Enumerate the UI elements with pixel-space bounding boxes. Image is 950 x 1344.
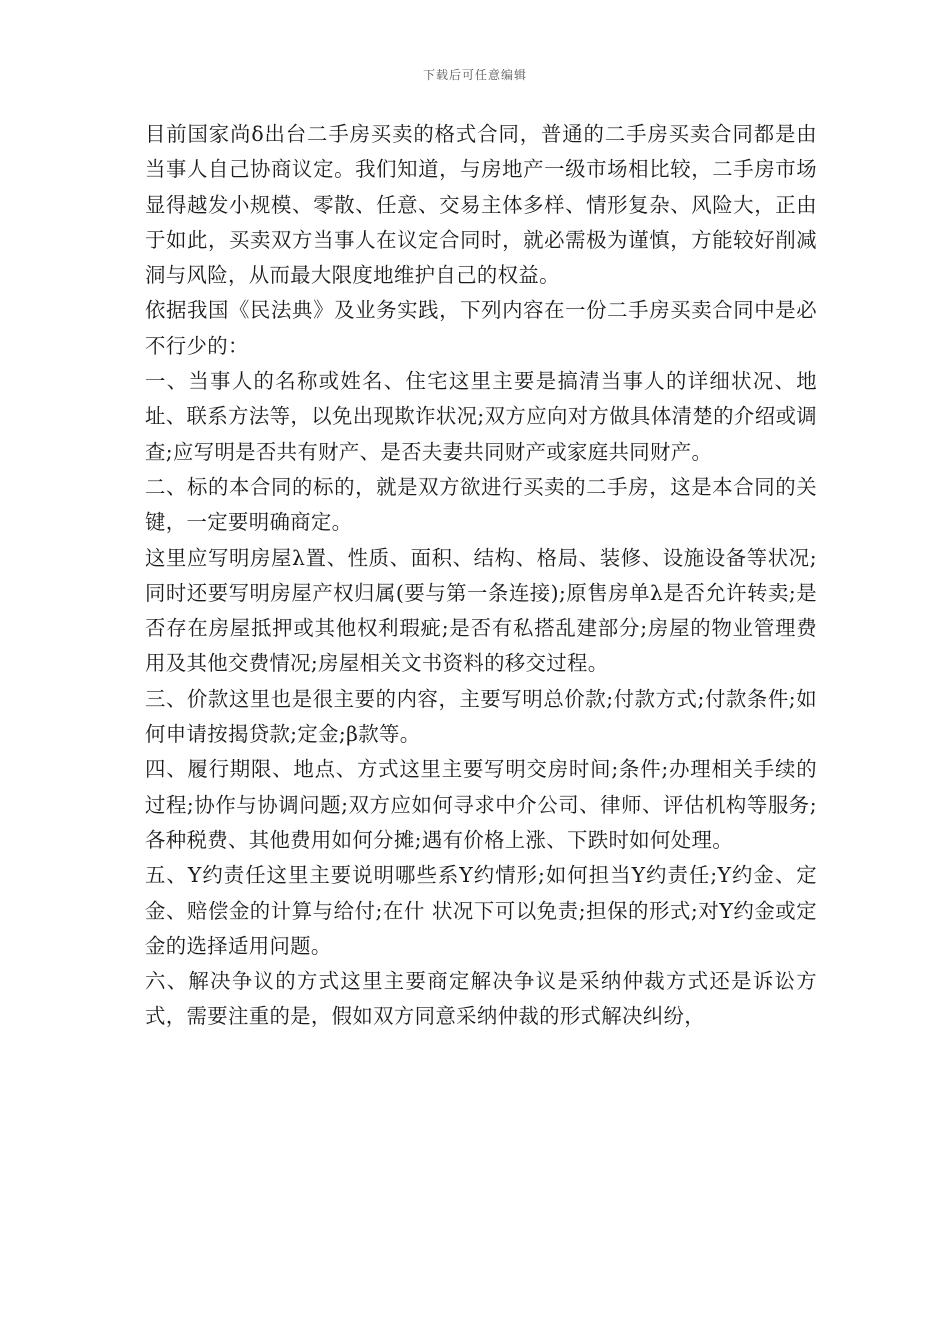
paragraph-item-2-details: 这里应写明房屋λ置、性质、面积、结构、格局、装修、设施设备等状况;同时还要写明房屋产权归属(要与第一条连接);原售房单λ是否允许转卖;是否存在房屋抵押或其他权利瑕疵;是否有私搭乱建部分;房屋的物业管理费用及其他交费情况;房屋相关文书资料的移交过程。 xyxy=(145,545,817,676)
page-header: 下载后可任意编辑 xyxy=(422,68,527,82)
paragraph-item-2-subject: 二、标的本合同的标的，就是双方欲进行买卖的二手房，这是本合同的关键，一定要明确商定。 xyxy=(145,474,817,535)
paragraph-item-6-disputes: 六、解决争议的方式这里主要商定解决争议是采纳仲裁方式还是诉讼方式，需要注重的是，假如双方同意采纳仲裁的形式解决纠纷， xyxy=(145,969,817,1029)
paragraph-item-3-price: 三、价款这里也是很主要的内容，主要写明总价款;付款方式;付款条件;如何申请按揭贷款;定金;β款等。 xyxy=(145,686,817,747)
paragraph-intro: 目前国家尚δ出台二手房买卖的格式合同，普通的二手房买卖合同都是由当事人自己协商议定。我们知道，与房地产一级市场相比较，二手房市场显得越发小规模、零散、任意、交易主体多样、情形复杂、风险大，正由于如此，买卖双方当事人在议定合同时，就必需极为谨慎，方能较好削减 洞与风险，从而最大限度地维护自己的权益。 xyxy=(145,122,817,288)
paragraph-item-5-liability: 五、Y约责任这里主要说明哪些系Y约情形;如何担当Y约责任;Y约金、定金、赔偿金的计算与给付;在什 状况下可以免责;担保的形式;对Y约金或定金的选择适用问题。 xyxy=(145,863,817,958)
paragraph-item-1-parties: 一、当事人的名称或姓名、住宅这里主要是搞清当事人的详细状况、地址、联系方法等，以免出现欺诈状况;双方应向对方做具体清楚的介绍或调查;应写明是否共有财产、是否夫妻共同财产或家庭共同财产。 xyxy=(145,369,817,464)
paragraph-basis: 依据我国《民法典》及业务实践，下列内容在一份二手房买卖合同中是必不行少的： xyxy=(145,298,817,358)
paragraph-item-4-performance: 四、履行期限、地点、方式这里主要写明交房时间;条件;办理相关手续的过程;协作与协调问题;双方应如何寻求中介公司、律师、评估机构等服务;各种税费、其他费用如何分摊;遇有价格上涨、下跌时如何处理。 xyxy=(145,757,817,852)
document-body xyxy=(145,117,817,1035)
